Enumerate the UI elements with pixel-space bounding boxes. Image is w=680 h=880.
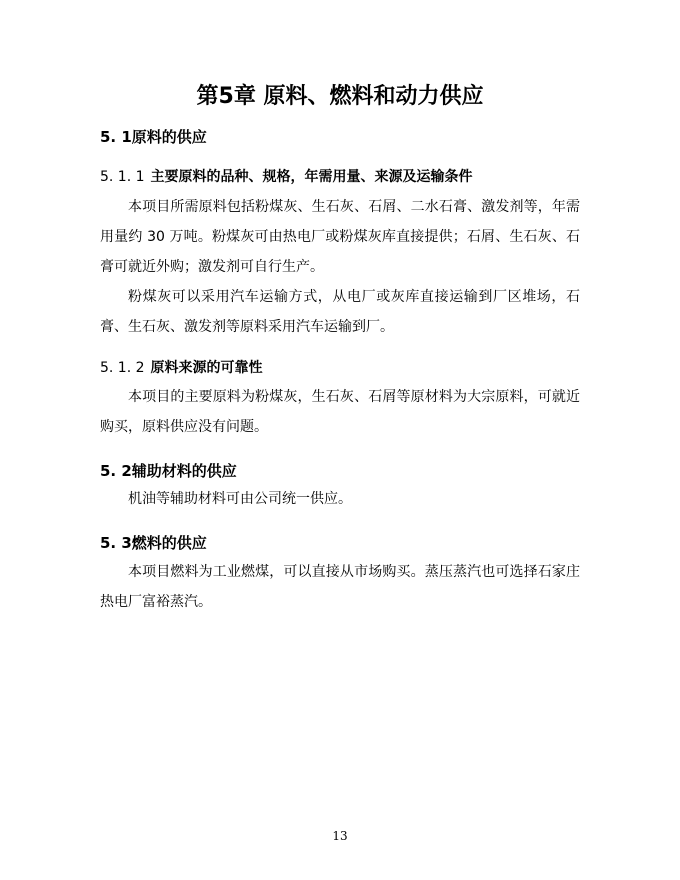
subsection-heading-5-1-1	[100, 166, 473, 188]
chapter-title: 第5章 原料、燃料和动力供应	[196, 84, 484, 109]
subsection-title: 主要原料的品种、规格，年需用量、来源及运输条件	[150, 169, 473, 185]
subsection-number: 5. 1. 2	[100, 360, 145, 376]
section-heading-5-3: 5. 3燃料的供应	[100, 534, 207, 552]
paragraph-transport: 粉煤灰可以采用汽车运输方式，从电厂或灰库直接运输到厂区堆场，石膏、生石灰、激发剂等原料采用汽车运输到厂。	[100, 289, 580, 335]
subsection-title: 原料来源的可靠性	[150, 360, 263, 376]
section-heading-5-1: 5. 1原料的供应	[100, 128, 207, 146]
paragraph-fuel: 本项目燃料为工业燃煤，可以直接从市场购买。蒸压蒸汽也可选择石家庄热电厂富裕蒸汽。	[100, 564, 580, 610]
subsection-number: 5. 1. 1	[100, 169, 145, 185]
paragraph-raw-materials: 本项目所需原料包括粉煤灰、生石灰、石屑、二水石膏、激发剂等，年需用量约 30 万吨。粉煤灰可由热电厂或粉煤灰库直接提供；石屑、生石灰、石膏可就近外购；激发剂可自行生产。	[100, 199, 580, 275]
section-heading-5-2: 5. 2辅助材料的供应	[100, 462, 237, 480]
paragraph-reliability: 本项目的主要原料为粉煤灰，生石灰、石屑等原材料为大宗原料，可就近购买，原料供应没有问题。	[100, 389, 580, 435]
subsection-heading-5-1-2	[100, 357, 263, 379]
page-number: 13	[332, 829, 348, 843]
paragraph-auxiliary: 机油等辅助材料可由公司统一供应。	[128, 491, 352, 507]
